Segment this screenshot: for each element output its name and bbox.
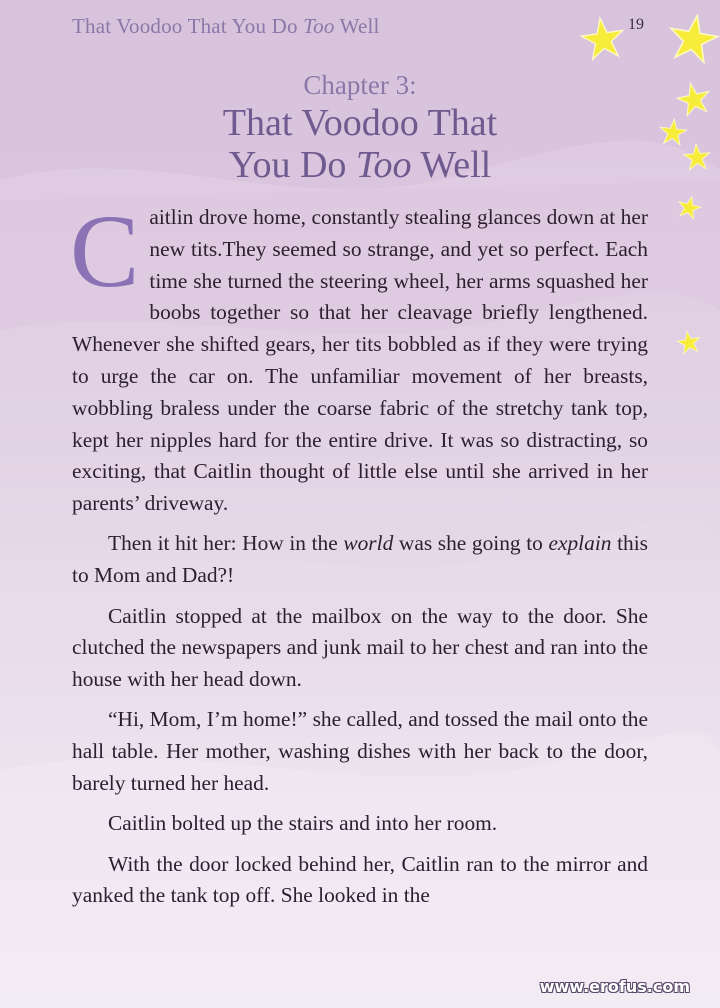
paragraph: Then it hit her: How in the world was she going to explain this to Mom and Dad?!	[72, 531, 648, 588]
star-icon	[666, 11, 720, 64]
drop-cap: C	[70, 194, 140, 309]
page-number: 19	[628, 16, 644, 33]
chapter-title-line-1: That Voodoo That	[222, 102, 498, 144]
running-head: That Voodoo That You Do Too Well	[72, 14, 380, 38]
chapter-title	[0, 102, 720, 186]
paragraph: “Hi, Mom, I’m home!” she called, and tossed the mail onto the hall table. Her mother, washing dishes with her back to the door, barely turned her head.	[72, 707, 648, 796]
watermark: www.erofus.com	[539, 977, 690, 996]
star-icon	[676, 329, 702, 354]
chapter-title-line-2: You Do Too Well	[228, 144, 492, 186]
paragraph: Caitlin stopped at the mailbox on the way to the door. She clutched the newspapers and junk mail to her chest and ran into the house with her head down.	[72, 603, 648, 692]
star-icon	[579, 15, 626, 60]
paragraph: Caitlin drove home, constantly stealing glances down at her new tits.They seemed so strange, and yet so perfect. Each time she turned the steering wheel, her arms squashed her boobs together so that her cleavage briefly lengthened. Whenever she shifted gears, her tits bobbled as if they were trying to urge the car on. The unfamiliar movement of her breasts, wobbling braless under the coarse fabric of the stretchy tank top, kept her nipples hard for the entire drive. It was so distracting, so exciting, that Caitlin thought of little else until she arrived in her parents’ driveway.	[70, 194, 648, 516]
chapter-number: Chapter 3:	[303, 70, 417, 100]
body-text	[70, 194, 648, 921]
star-icon	[676, 194, 703, 221]
paragraph: With the door locked behind her, Caitlin ran to the mirror and yanked the tank top off. She looked in the	[72, 851, 648, 908]
paragraph: Caitlin bolted up the stairs and into her room.	[108, 811, 498, 836]
